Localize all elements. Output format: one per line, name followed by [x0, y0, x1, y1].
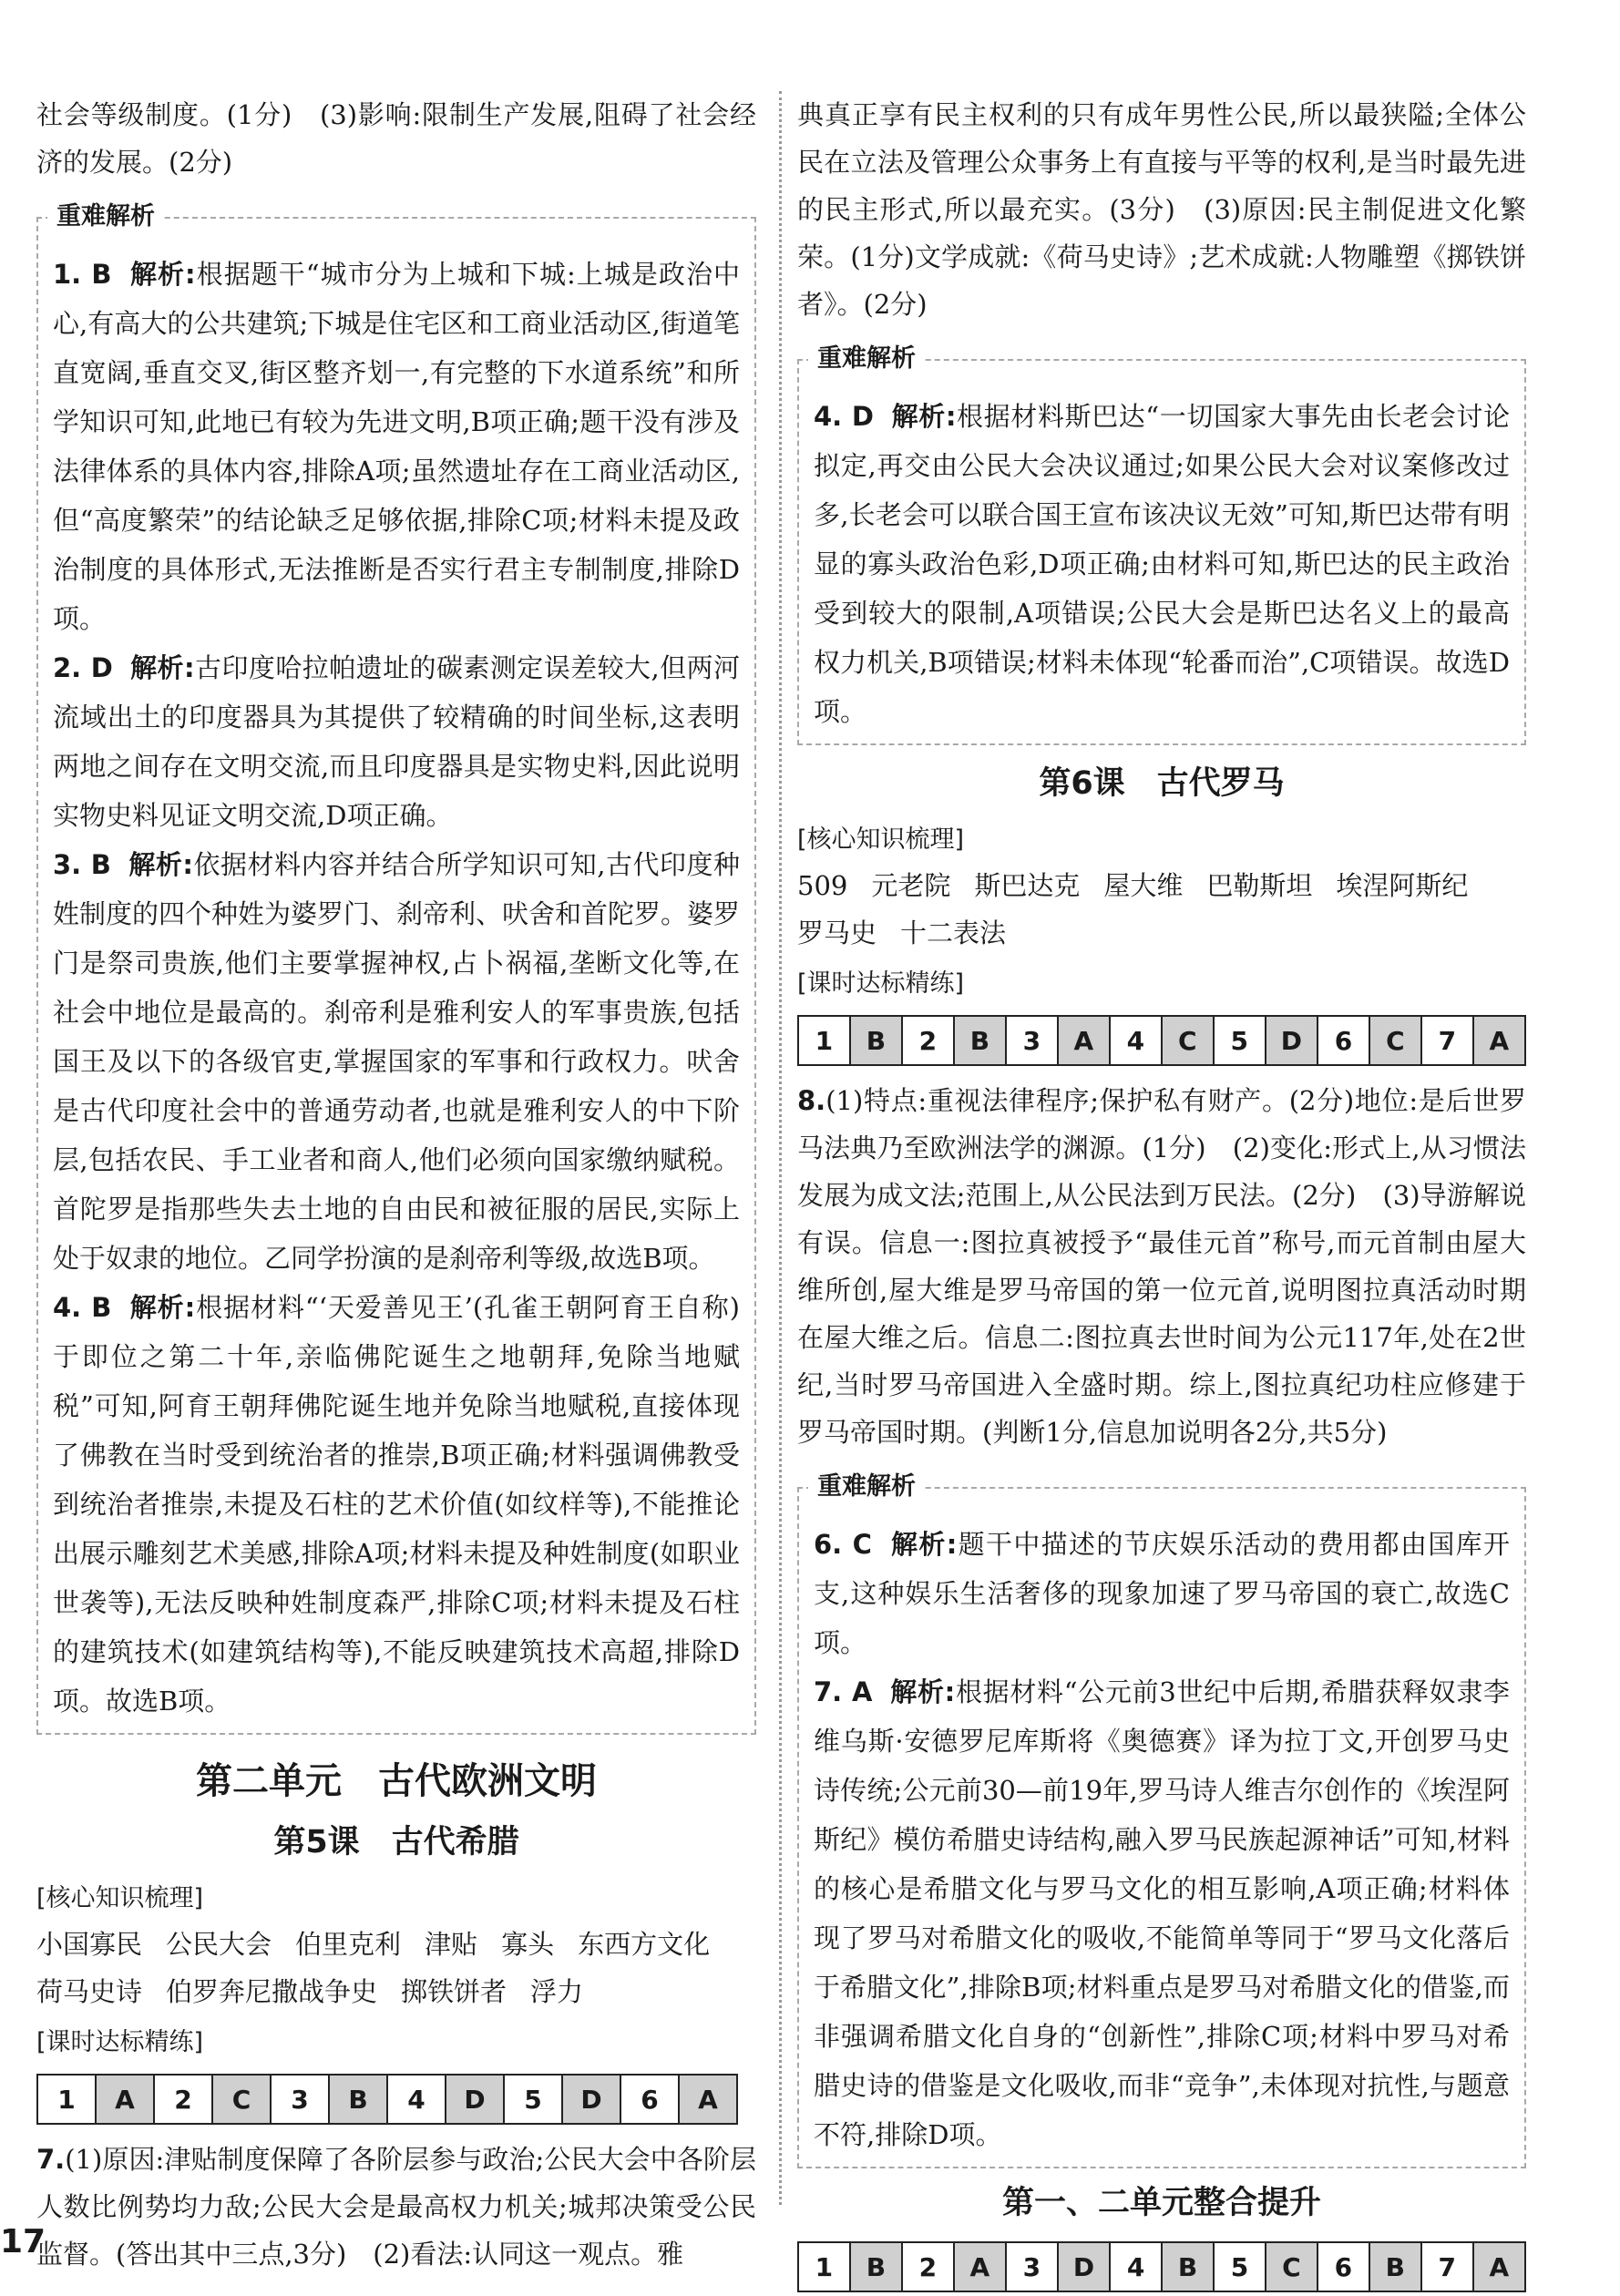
unit-title: 第二单元 古代欧洲文明 [196, 1760, 597, 1802]
analysis-item: 1. B 解析:根据题干“城市分为上城和下城:上城是政治中心,有高大的公共建筑;下城是住宅区和工商业活动区,街道笔直宽阔,垂直交叉,街区整齐划一,有完整的下水道系统”和所学知识可知,此地已有较为先进文明,B项正确;题干没有涉及法律体系的具体内容,排除A项;虽然遗址存在工商业活动区,但“高度繁荣”的结论缺乏足够依据,排除C项;材料未提及政治制度的具体形式,无法推断是否实行君主专制制度,排除D项。 [53, 259, 740, 634]
column-divider [779, 91, 782, 2205]
analysis-item: 3. B 解析:依据材料内容并结合所学知识可知,古代印度种姓制度的四个种姓为婆罗门、刹帝利、吠舍和首陀罗。婆罗门是祭司贵族,他们主要掌握神权,占卜祸福,垄断文化等,在社会中地位是最高的。刹帝利是雅利安人的军事贵族,包括国王及以下的各级官吏,掌握国家的军事和行政权力。吠舍是古代印度社会中的普通劳动者,也就是雅利安人的中下阶层,包括农民、手工业者和商人,他们必须向国家缴纳赋税。首陀罗是指那些失去土地的自由民和被征服的居民,实际上处于奴隶的地位。乙同学扮演的是刹帝利等级,故选B项。 [53, 849, 741, 1274]
practice-tag: [课时达标精练] [797, 969, 965, 998]
left-column [36, 91, 756, 2278]
page-number: 17 [0, 2223, 46, 2260]
analysis-box-2 [797, 344, 1526, 745]
core-knowledge-tag: [核心知识梳理] [797, 825, 965, 854]
core-knowledge-tag: [核心知识梳理] [36, 1884, 204, 1912]
analysis-title: 重难解析 [47, 199, 164, 235]
question-7: 7.(1)原因:津贴制度保障了各阶层参与政治;公民大会中各阶层人数比例势均力敌;公民大会是最高权力机关;城邦决策受公民监督。(答出其中三点,3分) (2)看法:认同这一观点。雅 [36, 2144, 756, 2270]
analysis-item: 4. D 解析:根据材料斯巴达“一切国家大事先由长老会讨论拟定,再交由公民大会决议通过;如果公民大会对议案修改过多,长老会可以联合国王宣布该决议无效”可知,斯巴达带有明显的寡头政治色彩,D项正确;由材料可知,斯巴达的民主政治受到较大的限制,A项错误;公民大会是斯巴达名义上的最高权力机关,B项错误;材料未体现“轮番而治”,C项错误。故选D项。 [814, 401, 1511, 727]
answer-table-integration: 1 B 2 A 3 D 4 B 5 C 6 B 7 A [797, 2241, 1526, 2292]
answer-table: 1 A 2 C 3 B 4 D 5 D 6 A [36, 2074, 738, 2125]
lesson-title: 第6课 古代罗马 [1039, 765, 1285, 802]
practice-tag: [课时达标精练] [36, 2028, 204, 2056]
right-column [797, 91, 1526, 2296]
analysis-item: 2. D 解析:古印度哈拉帕遗址的碳素测定误差较大,但两河流域出土的印度器具为其提供了较精确的时间坐标,这表明两地之间存在文明交流,而且印度器具是实物史料,因此说明实物史料见证文明交流,D项正确。 [53, 652, 740, 831]
answer-table: 1 B 2 B 3 A 4 C 5 D 6 C 7 A [797, 1015, 1526, 1066]
analysis-box-3 [797, 1472, 1526, 2168]
analysis-title: 重难解析 [808, 341, 925, 377]
analysis-box-1 [36, 202, 756, 1735]
core-terms: 小国寡民 公民大会 伯里克利 津贴 寡头 东西方文化 荷马史诗 伯罗奔尼撒战争史 掷铁饼者 浮力 [36, 1929, 711, 2007]
analysis-item: 7. A 解析:根据材料“公元前3世纪中后期,希腊获释奴隶李维乌斯·安德罗尼库斯将《奥德赛》译为拉丁文,开创罗马史诗传统;公元前30—前19年,罗马诗人维吉尔创作的《埃涅阿斯纪》模仿希腊史诗结构,融入罗马民族起源神话”可知,材料的核心是希腊文化与罗马文化的相互影响,A项正确;材料体现了罗马对希腊文化的吸收,不能简单等同于“罗马文化落后于希腊文化”,排除B项;材料重点是罗马对希腊文化的借鉴,而非强调希腊文化自身的“创新性”,排除C项;材料中罗马对希腊史诗的借鉴是文化吸收,而非“竞争”,未体现对抗性,与题意不符,排除D项。 [814, 1676, 1510, 2150]
integration-title: 第一、二单元整合提升 [1001, 2185, 1321, 2221]
core-terms: 509 元老院 斯巴达克 屋大维 巴勒斯坦 埃涅阿斯纪 罗马史 十二表法 [797, 870, 1469, 948]
continued-text: 典真正享有民主权利的只有成年男性公民,所以最狭隘;全体公民在立法及管理公众事务上有直接与平等的权利,是当时最先进的民主形式,所以最充实。(3分) (3)原因:民主制促进文化繁荣。(1分)文学成就:《荷马史诗》;艺术成就:人物雕塑《掷铁饼者》。(2分) [797, 99, 1526, 320]
analysis-item: 6. C 解析:题干中描述的节庆娱乐活动的费用都由国库开支,这种娱乐生活奢侈的现象加速了罗马帝国的衰亡,故选C项。 [814, 1529, 1511, 1658]
intro-text: 社会等级制度。(1分) (3)影响:限制生产发展,阻碍了社会经济的发展。(2分) [36, 99, 756, 178]
analysis-title: 重难解析 [808, 1469, 925, 1505]
analysis-item: 4. B 解析:根据材料“‘天爱善见王’(孔雀王朝阿育王自称)于即位之第二十年,亲临佛陀诞生之地朝拜,免除当地赋税”可知,阿育王朝拜佛陀诞生地并免除当地赋税,直接体现了佛教在当时受到统治者的推崇,B项正确;材料强调佛教受到统治者推崇,未提及石柱的艺术价值(如纹样等),不能推论出展示雕刻艺术美感,排除A项;材料未提及种姓制度(如职业世袭等),无法反映种姓制度森严,排除C项;材料未提及石柱的建筑技术(如建筑结构等),不能反映建筑技术高超,排除D项。故选B项。 [53, 1292, 740, 1717]
question-8: 8.(1)特点:重视法律程序;保护私有财产。(2分)地位:是后世罗马法典乃至欧洲法学的渊源。(1分) (2)变化:形式上,从习惯法发展为成文法;范围上,从公民法到万民法。(2分) (3)导游解说有误。信息一:图拉真被授予“最佳元首”称号,而元首制由屋大维所创,屋大维是罗马帝国的第一位元首,说明图拉真活动时期在屋大维之后。信息二:图拉真去世时间为公元117年,处在2世纪,当时罗马帝国进入全盛时期。综上,图拉真纪功柱应修建于罗马帝国时期。(判断1分,信息加说明各2分,共5分) [797, 1085, 1526, 1448]
lesson-title: 第5课 古代希腊 [273, 1824, 519, 1860]
